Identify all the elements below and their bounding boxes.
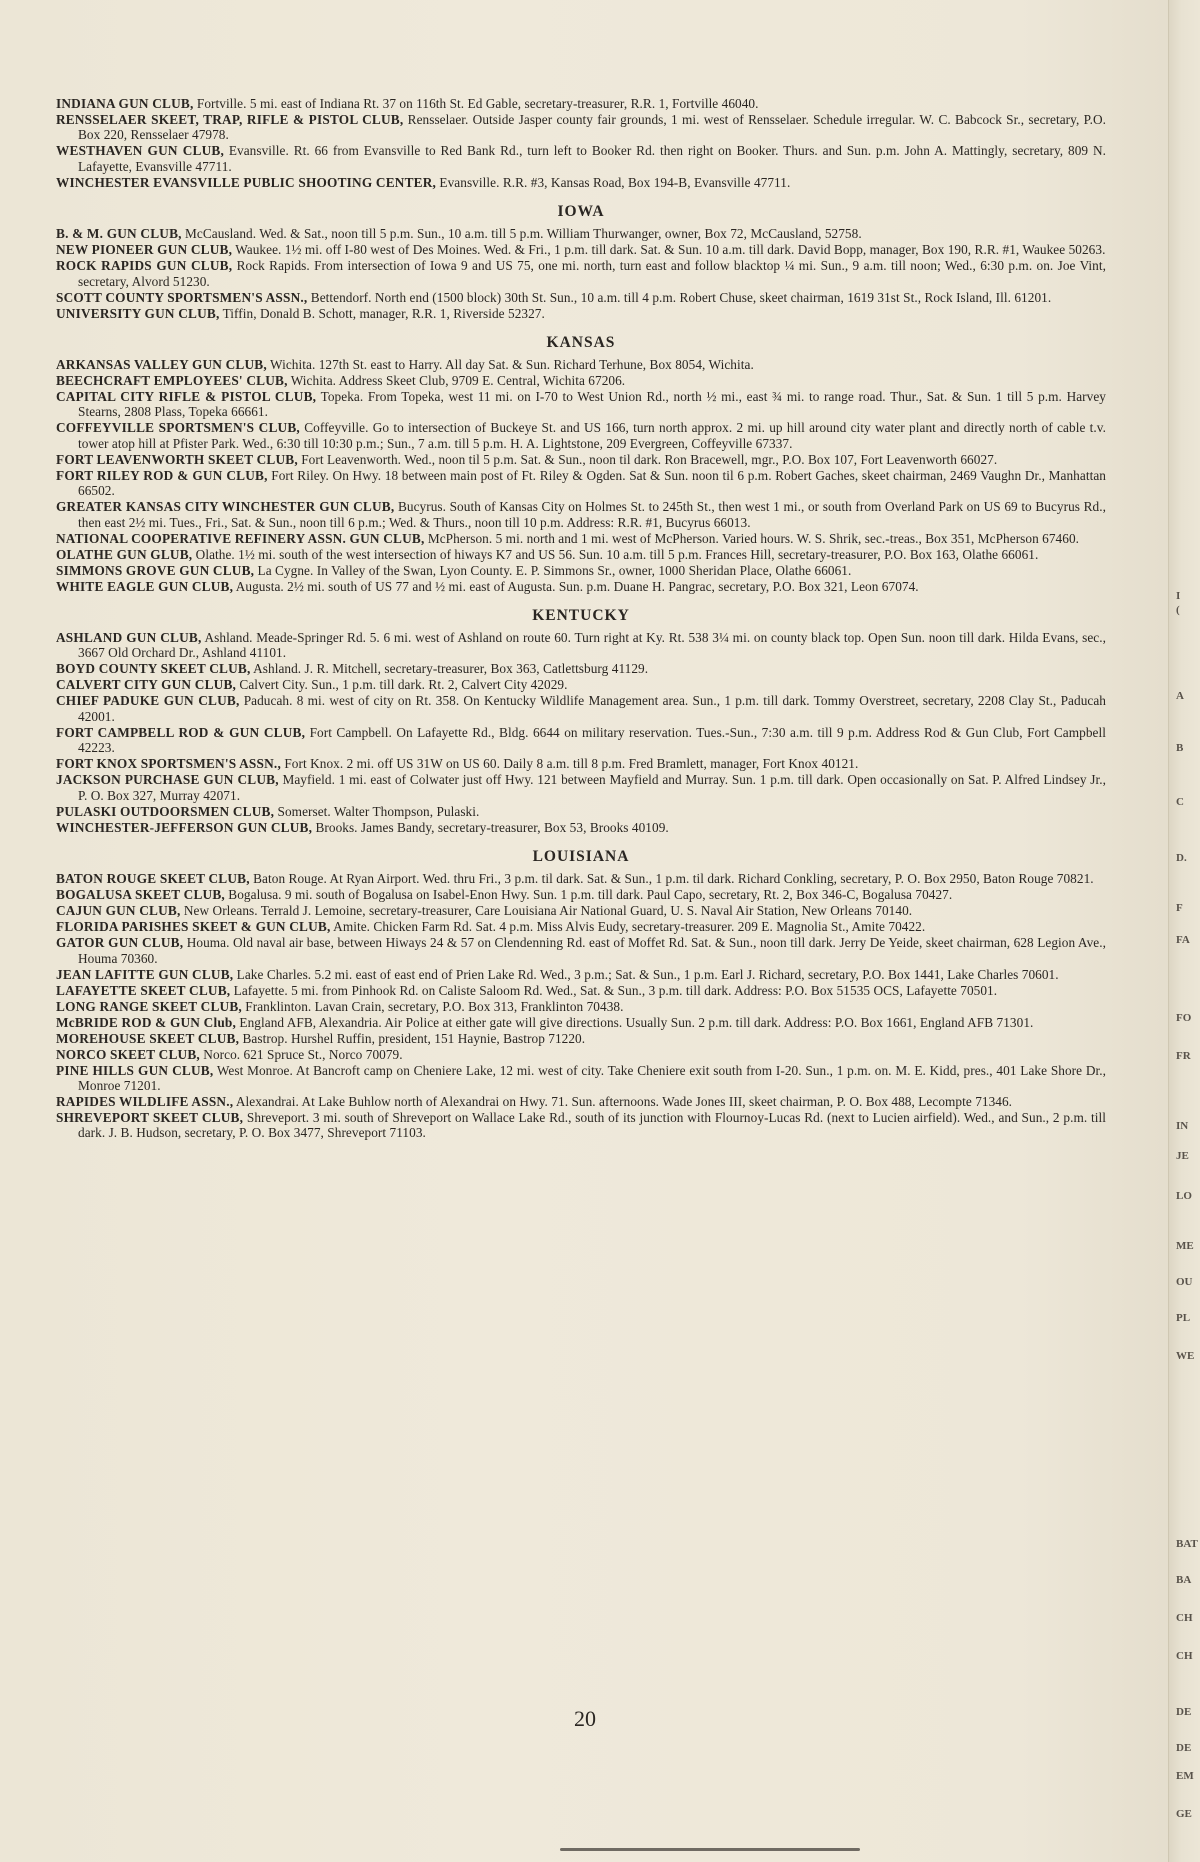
gutter-fragment: BA	[1176, 1574, 1192, 1586]
gutter-fragment: FR	[1176, 1050, 1191, 1062]
club-entry	[56, 820, 1106, 835]
gutter-fragment: A	[1176, 690, 1184, 702]
page-number: 20	[574, 1706, 596, 1731]
state-heading: KENTUCKY	[532, 607, 630, 625]
club-details: New Orleans. Terrald J. Lemoine, secretary-treasurer, Care Louisiana Air National Guard, U. S. Naval Air Station, New Orleans 70140.	[180, 903, 913, 919]
club-name: FLORIDA PARISHES SKEET & GUN CLUB,	[56, 919, 331, 935]
gutter-fragment: FO	[1176, 1012, 1192, 1024]
club-name: SCOTT COUNTY SPORTSMEN'S ASSN.,	[56, 289, 308, 305]
gutter-fragment: GE	[1176, 1808, 1192, 1820]
club-details: Fort Knox. 2 mi. off US 31W on US 60. Daily 8 a.m. till 8 p.m. Fred Bramlett, manager, Fort Knox 40121.	[280, 756, 859, 772]
club-entry	[56, 112, 1106, 143]
club-name: GREATER KANSAS CITY WINCHESTER GUN CLUB,	[56, 499, 395, 515]
club-entry	[56, 531, 1106, 546]
club-details: Baton Rouge. At Ryan Airport. Wed. thru Fri., 3 p.m. til dark. Sat. & Sun., 1 p.m. til dark. Richard Conkling, secretary, P. O. Box 2950, Baton Rouge 70821.	[249, 871, 1094, 887]
club-details: Topeka. From Topeka, west 11 mi. on I-70 to West Union Rd., north ½ mi., east ¾ mi. to range road. Thur., Sat. & Sun. 1 till 5 p.m. Harvey Stearns, 2808 Plass, Topeka 66661.	[78, 389, 1106, 420]
club-name: FORT RILEY ROD & GUN CLUB,	[56, 467, 268, 483]
club-name: ARKANSAS VALLEY GUN CLUB,	[56, 357, 267, 373]
club-name: UNIVERSITY GUN CLUB,	[56, 305, 220, 321]
club-details: Mayfield. 1 mi. east of Colwater just off Hwy. 121 between Mayfield and Murray. Sun. 1 p.m. till dark. Open occasionally on Sat. P. Alfred Lindsey Jr., P. O. Box 327, Murray 42071.	[78, 772, 1106, 803]
club-entry	[56, 999, 1106, 1014]
club-details: Brooks. James Bandy, secretary-treasurer, Box 53, Brooks 40109.	[312, 819, 669, 835]
club-name: CAPITAL CITY RIFLE & PISTOL CLUB,	[56, 389, 317, 405]
club-details: Franklinton. Lavan Crain, secretary, P.O. Box 313, Franklinton 70438.	[241, 998, 624, 1014]
club-details: Shreveport. 3 mi. south of Shreveport on Wallace Lake Rd., south of its junction with Flournoy-Lucas Rd. (next to Lucien airfield). Wed., and Sun., 2 p.m. till dark. J. B. Hudson, secretary, P. O. Box 3477, Shreveport 71103.	[78, 1109, 1106, 1141]
state-heading: KANSAS	[546, 334, 616, 352]
gutter-fragment: IN	[1176, 1120, 1189, 1132]
state-heading: IOWA	[557, 203, 605, 221]
gutter-fragment: F	[1176, 902, 1183, 914]
club-name: FORT CAMPBELL ROD & GUN CLUB,	[56, 724, 306, 740]
club-details: Houma. Old naval air base, between Hiways 24 & 57 on Clendenning Rd. east of Moffet Rd. Sat. & Sun., noon till dark. Jerry De Yeide, skeet chairman, 628 Legion Ave., Houma 70360.	[78, 935, 1106, 966]
club-entry	[56, 1047, 1106, 1062]
club-details: Rock Rapids. From intersection of Iowa 9 and US 75, one mi. north, turn east and follow blacktop ¼ mi. Sun., 9 a.m. till noon; Wed., 6:30 p.m. on. Joe Vint, secretary, Alvord 51230.	[78, 258, 1106, 289]
club-entry	[56, 579, 1106, 594]
club-details: Evansville. Rt. 66 from Evansville to Red Bank Rd., turn left to Booker Rd. then right on Booker. Thurs. and Sun. p.m. John A. Mattingly, secretary, 809 N. Lafayette, Evansville 47711.	[78, 143, 1106, 174]
club-name: JACKSON PURCHASE GUN CLUB,	[56, 772, 279, 788]
club-name: WINCHESTER-JEFFERSON GUN CLUB,	[56, 819, 313, 835]
club-entry	[56, 389, 1106, 420]
club-entry	[56, 420, 1106, 451]
gutter-fragment: I	[1176, 590, 1181, 602]
club-entry	[56, 756, 1106, 771]
gutter-fragment: ME	[1176, 1240, 1194, 1252]
club-entry	[56, 290, 1106, 305]
club-entry	[56, 1094, 1106, 1109]
club-entry	[56, 725, 1106, 756]
club-name: GATOR GUN CLUB,	[56, 935, 184, 951]
club-details: Norco. 621 Spruce St., Norco 70079.	[199, 1046, 403, 1062]
club-entry	[56, 547, 1106, 562]
gutter-fragment: JE	[1176, 1150, 1189, 1162]
club-name: BOGALUSA SKEET CLUB,	[56, 887, 225, 903]
club-details: Wichita. 127th St. east to Harry. All day Sat. & Sun. Richard Terhune, Box 8054, Wichita.	[266, 357, 754, 373]
club-details: Tiffin, Donald B. Schott, manager, R.R. 1, Riverside 52327.	[219, 305, 545, 321]
club-entry	[56, 804, 1106, 819]
club-entry	[56, 919, 1106, 934]
club-details: Wichita. Address Skeet Club, 9709 E. Central, Wichita 67206.	[287, 373, 626, 389]
club-details: Olathe. 1½ mi. south of the west intersection of hiways K7 and US 56. Sun. 10 a.m. till 5 p.m. Frances Hill, secretary-treasurer, P.O. Box 163, Olathe 66061.	[192, 546, 1039, 562]
club-details: Ashland. Meade-Springer Rd. 5. 6 mi. west of Ashland on route 60. Turn right at Ky. Rt. 538 3¼ mi. on county black top. Open Sun. noon till dark. Hilda Evans, sec., 3667 Old Orchard Dr., Ashland 41101.	[78, 630, 1106, 661]
club-entry	[56, 630, 1106, 661]
club-entry	[56, 983, 1106, 998]
club-entry	[56, 693, 1106, 724]
gutter-fragment: DE	[1176, 1742, 1192, 1754]
club-name: MOREHOUSE SKEET CLUB,	[56, 1030, 240, 1046]
club-name: McBRIDE ROD & GUN Club,	[56, 1014, 237, 1030]
club-name: NORCO SKEET CLUB,	[56, 1046, 200, 1062]
club-details: McCausland. Wed. & Sat., noon till 5 p.m. Sun., 10 a.m. till 5 p.m. William Thurwanger, owner, Box 72, McCausland, 52758.	[181, 226, 862, 242]
club-name: SHREVEPORT SKEET CLUB,	[56, 1109, 244, 1125]
club-entry	[56, 903, 1106, 918]
gutter-fragment: EM	[1176, 1770, 1194, 1782]
club-entry	[56, 499, 1106, 530]
club-details: Rensselaer. Outside Jasper county fair grounds, 1 mi. west of Rensselaer. Schedule irregular. W. C. Babcock Sr., secretary, P.O. Box 220, Rensselaer 47978.	[78, 112, 1106, 143]
club-name: CALVERT CITY GUN CLUB,	[56, 677, 237, 693]
club-entry	[56, 452, 1106, 467]
club-entry	[56, 306, 1106, 321]
club-name: JEAN LAFITTE GUN CLUB,	[56, 966, 234, 982]
club-details: Paducah. 8 mi. west of city on Rt. 358. On Kentucky Wildlife Management area. Sun., 1 p.m. till dark. Tommy Overstreet, secretary, 2208 Clay St., Paducah 42001.	[78, 693, 1107, 724]
club-details: McPherson. 5 mi. north and 1 mi. west of McPherson. Varied hours. W. S. Shrik, sec.-treas., Box 351, McPherson 67460.	[424, 530, 1080, 546]
club-details: Ashland. J. R. Mitchell, secretary-treasurer, Box 363, Catlettsburg 41129.	[250, 661, 649, 677]
club-details: Amite. Chicken Farm Rd. Sat. 4 p.m. Miss Alvis Eudy, secretary-treasurer. 209 E. Magnolia St., Amite 70422.	[330, 919, 926, 935]
gutter-fragment: LO	[1176, 1190, 1192, 1202]
club-details: Augusta. 2½ mi. south of US 77 and ½ mi. east of Augusta. Sun. p.m. Duane H. Pangrac, secretary, P.O. Box 321, Leon 67074.	[233, 578, 919, 594]
club-name: COFFEYVILLE SPORTSMEN'S CLUB,	[56, 420, 300, 436]
gutter-fragment: (	[1176, 604, 1180, 616]
club-name: LONG RANGE SKEET CLUB,	[56, 998, 242, 1014]
club-entry	[56, 1031, 1106, 1046]
gutter-fragment: DE	[1176, 1706, 1192, 1718]
club-entry	[56, 677, 1106, 692]
club-entry	[56, 242, 1106, 257]
page-edge-shadow	[560, 1848, 860, 1851]
club-name: RAPIDES WILDLIFE ASSN.,	[56, 1093, 234, 1109]
gutter-fragment: WE	[1176, 1350, 1195, 1362]
club-name: SIMMONS GROVE GUN CLUB,	[56, 562, 255, 578]
club-entry	[56, 967, 1106, 982]
club-name: OLATHE GUN GLUB,	[56, 546, 193, 562]
club-details: Coffeyville. Go to intersection of Buckeye St. and US 166, turn north approx. 2 mi. up hill around city water plant and directly north of cable t.v. tower atop hill at Pfister Park. Wed., 6:30 till 10:30 p.m.; Sun., 7 a.m. till 5 p.m. H. A. Lightstone, 209 Evergreen, Coffeyville 67337.	[78, 420, 1106, 451]
club-name: BEECHCRAFT EMPLOYEES' CLUB,	[56, 373, 288, 389]
club-entry	[56, 226, 1106, 241]
gutter-fragment: D.	[1176, 852, 1187, 864]
club-entry	[56, 373, 1106, 388]
club-name: WHITE EAGLE GUN CLUB,	[56, 578, 234, 594]
club-name: FORT KNOX SPORTSMEN'S ASSN.,	[56, 756, 281, 772]
club-entry	[56, 563, 1106, 578]
gutter-fragment: FA	[1176, 934, 1190, 946]
gutter-fragment: CH	[1176, 1612, 1193, 1624]
club-details: Evansville. R.R. #3, Kansas Road, Box 194-B, Evansville 47711.	[436, 174, 791, 190]
gutter-fragment: CH	[1176, 1650, 1193, 1662]
club-details: England AFB, Alexandria. Air Police at either gate will give directions. Usually Sun. 2 p.m. till dark. Address: P.O. Box 1661, England AFB 71301.	[236, 1014, 1034, 1030]
club-name: ASHLAND GUN CLUB,	[56, 630, 202, 646]
club-name: BOYD COUNTY SKEET CLUB,	[56, 661, 251, 677]
gutter-fragment: BAT	[1176, 1538, 1198, 1550]
club-details: Lafayette. 5 mi. from Pinhook Rd. on Caliste Saloom Rd. Wed., Sat. & Sun., 3 p.m. till dark. Address: P.O. Box 51535 OCS, Lafayette 70501.	[230, 982, 998, 998]
club-entry	[56, 1015, 1106, 1030]
club-details: Waukee. 1½ mi. off I-80 west of Des Moines. Wed. & Fri., 1 p.m. till dark. Sat. & Sun. 10 a.m. till dark. David Bopp, manager, Box 190, R.R. #1, Waukee 50263.	[232, 242, 1106, 258]
club-entry	[56, 258, 1106, 289]
club-entry	[56, 175, 1106, 190]
state-heading: LOUISIANA	[532, 848, 630, 866]
club-details: Lake Charles. 5.2 mi. east of east end of Prien Lake Rd. Wed., 3 p.m.; Sat. & Sun., 1 p.m. Earl J. Richard, secretary, P.O. Box 1441, Lake Charles 70601.	[233, 966, 1059, 982]
club-details: Fort Campbell. On Lafayette Rd., Bldg. 6644 on military reservation. Tues.-Sun., 7:30 a.m. till 9 p.m. Address Rod & Gun Club, Fort Campbell 42223.	[78, 724, 1106, 756]
club-name: INDIANA GUN CLUB,	[56, 96, 194, 111]
club-name: ROCK RAPIDS GUN CLUB,	[56, 258, 233, 274]
club-details: West Monroe. At Bancroft camp on Cheniere Lake, 12 mi. west of city. Take Cheniere exit south from I-20. Sun., 1 p.m. on. M. E. Kidd, pres., 401 Lake Shore Dr., Monroe 71201.	[78, 1062, 1106, 1093]
club-details: Somerset. Walter Thompson, Pulaski.	[274, 803, 480, 819]
club-details: Bucyrus. South of Kansas City on Holmes St. to 245th St., then west 1 mi., or south from Overland Park on US 69 to Bucyrus Rd., then east 2½ mi. Tues., Fri., Sat. & Sun., noon till 6 p.m.; Wed. & Thurs., noon till 10 p.m. Address: R.R. #1, Bucyrus 66013.	[78, 499, 1106, 530]
club-name: NATIONAL COOPERATIVE REFINERY ASSN. GUN CLUB,	[56, 530, 425, 546]
club-entry	[56, 357, 1106, 372]
club-name: FORT LEAVENWORTH SKEET CLUB,	[56, 451, 298, 467]
club-name: PINE HILLS GUN CLUB,	[56, 1062, 214, 1078]
club-details: Bogalusa. 9 mi. south of Bogalusa on Isabel-Enon Hwy. Sun. 1 p.m. till dark. Paul Capo, secretary, Rt. 2, Box 346-C, Bogalusa 70427.	[224, 887, 953, 903]
club-entry	[56, 871, 1106, 886]
gutter-fragment: OU	[1176, 1276, 1193, 1288]
club-entry	[56, 661, 1106, 676]
club-name: CHIEF PADUKE GUN CLUB,	[56, 693, 240, 709]
club-name: NEW PIONEER GUN CLUB,	[56, 242, 233, 258]
club-details: Fort Leavenworth. Wed., noon til 5 p.m. Sat. & Sun., noon til dark. Ron Bracewell, mgr., P.O. Box 107, Fort Leavenworth 66027.	[297, 451, 998, 467]
club-details: Alexandrai. At Lake Buhlow north of Alexandrai on Hwy. 71. Sun. afternoons. Wade Jones III, skeet chairman, P. O. Box 488, Lecompte 71346.	[233, 1093, 1013, 1109]
gutter-fragment: C	[1176, 796, 1184, 808]
club-entry	[56, 887, 1106, 902]
club-entry	[56, 1110, 1106, 1141]
club-details: Fort Riley. On Hwy. 18 between main post of Ft. Riley & Ogden. Sat & Sun. noon til 6 p.m. Robert Gaches, skeet chairman, 2469 Vaughn Dr., Manhattan 66502.	[78, 467, 1106, 499]
club-entry	[56, 468, 1106, 499]
directory-column	[56, 96, 1106, 1141]
club-name: LAFAYETTE SKEET CLUB,	[56, 982, 231, 998]
club-entry	[56, 96, 1106, 111]
club-name: CAJUN GUN CLUB,	[56, 903, 181, 919]
club-details: Fortville. 5 mi. east of Indiana Rt. 37 on 116th St. Ed Gable, secretary-treasurer, R.R. 1, Fortville 46040.	[193, 96, 759, 111]
club-name: WESTHAVEN GUN CLUB,	[56, 143, 224, 159]
club-details: Calvert City. Sun., 1 p.m. till dark. Rt. 2, Calvert City 42029.	[236, 677, 568, 693]
club-details: Bastrop. Hurshel Ruffin, president, 151 Haynie, Bastrop 71220.	[239, 1030, 586, 1046]
club-entry	[56, 935, 1106, 966]
gutter-fragment: B	[1176, 742, 1184, 754]
club-name: WINCHESTER EVANSVILLE PUBLIC SHOOTING CENTER,	[56, 174, 437, 190]
club-name: BATON ROUGE SKEET CLUB,	[56, 871, 250, 887]
gutter-fragment: PL	[1176, 1312, 1191, 1324]
club-entry	[56, 143, 1106, 174]
club-details: Bettendorf. North end (1500 block) 30th St. Sun., 10 a.m. till 4 p.m. Robert Chuse, skeet chairman, 1619 31st St., Rock Island, Ill. 61201.	[307, 289, 1052, 305]
club-entry	[56, 1063, 1106, 1094]
club-entry	[56, 772, 1106, 803]
club-name: B. & M. GUN CLUB,	[56, 226, 182, 242]
club-name: RENSSELAER SKEET, TRAP, RIFLE & PISTOL CLUB,	[56, 112, 404, 127]
club-name: PULASKI OUTDOORSMEN CLUB,	[56, 803, 275, 819]
club-details: La Cygne. In Valley of the Swan, Lyon County. E. P. Simmons Sr., owner, 1000 Sheridan Place, Olathe 66061.	[254, 562, 852, 578]
